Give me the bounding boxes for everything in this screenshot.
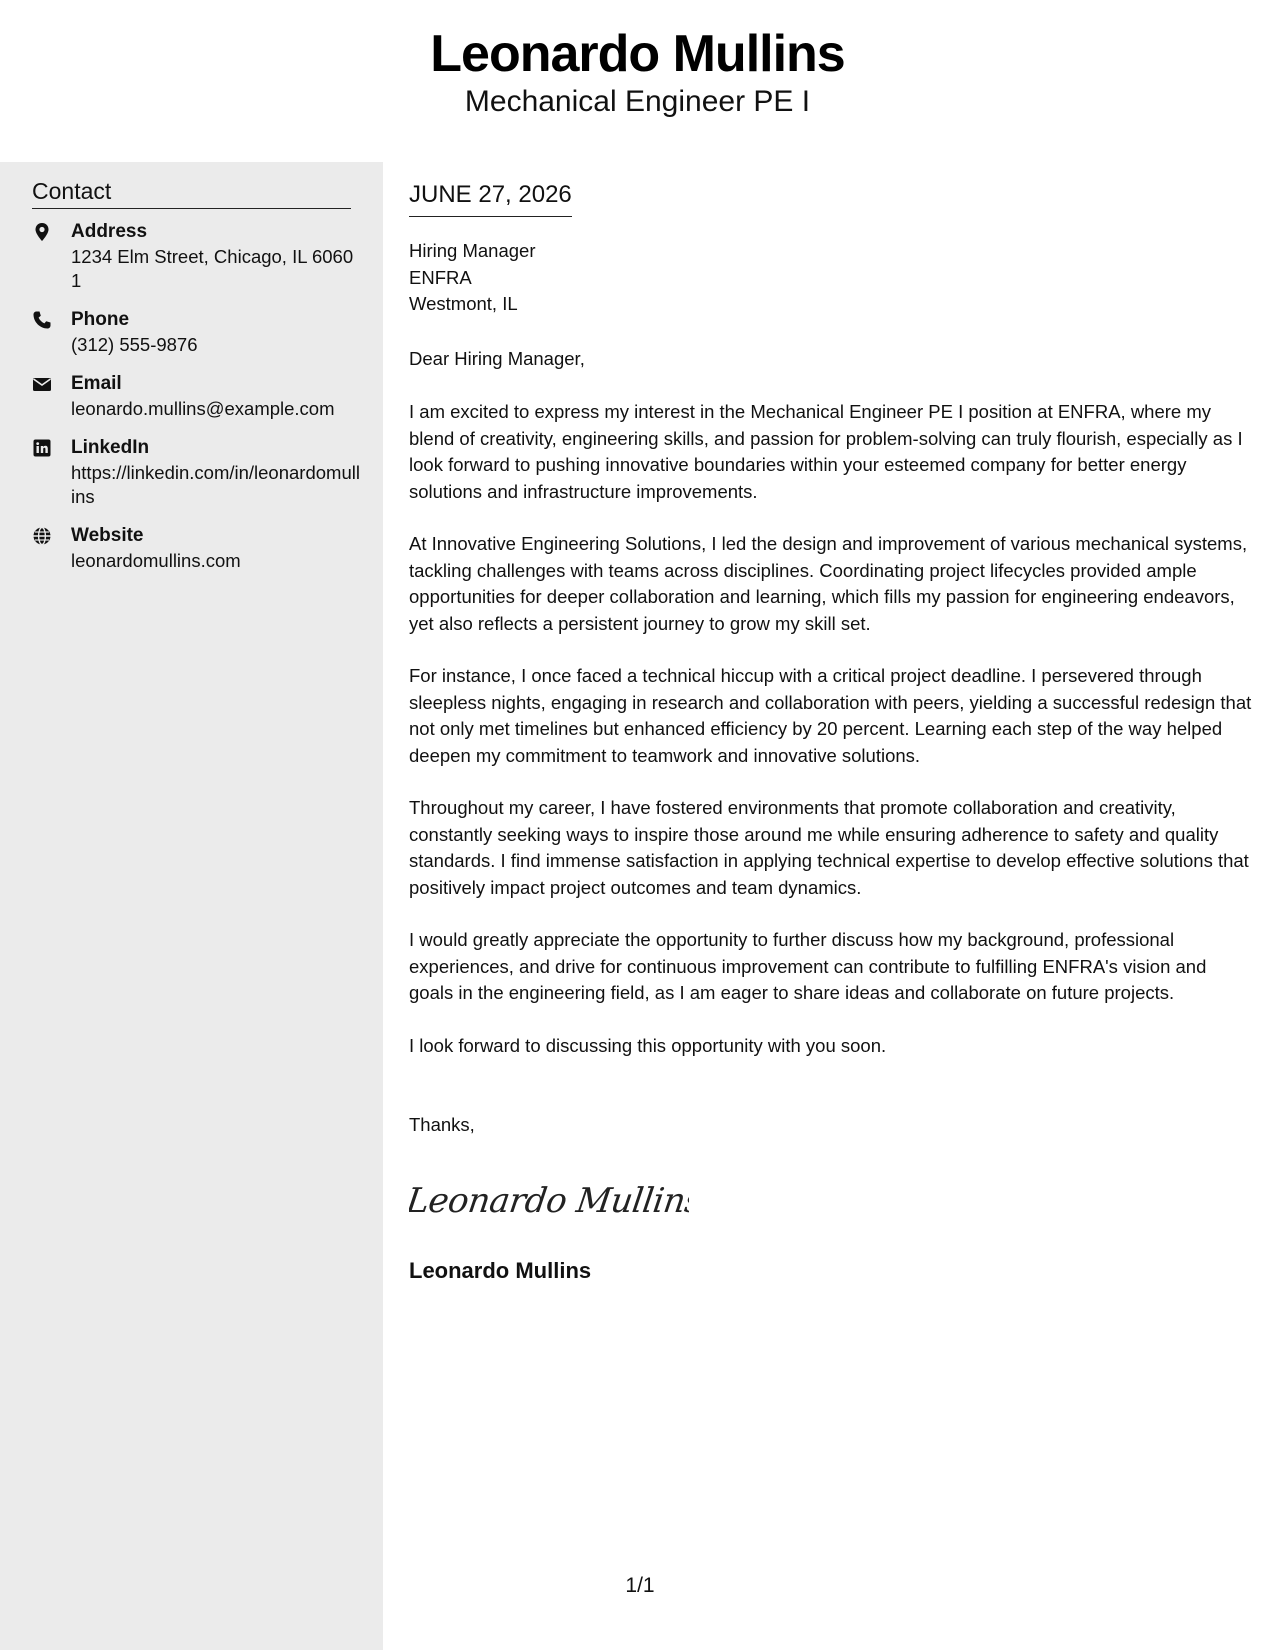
globe-icon [32, 526, 52, 546]
page-header [0, 0, 1275, 162]
letter-paragraph: Throughout my career, I have fostered environments that promote collaboration and creativity, constantly seeking ways to inspire those around me while ensuring adherence to safety and quality standards. I find immense satisfaction in applying technical expertise to develop effective solutions that positively impact project outcomes and team dynamics. [409, 797, 1249, 898]
page-number: 1/1 [625, 1574, 655, 1597]
phone-icon [32, 310, 52, 330]
recipient-line: Hiring Manager [409, 240, 536, 261]
handwritten-signature [409, 1170, 689, 1226]
recipient-line: ENFRA [409, 266, 472, 288]
letter-paragraph: I am excited to express my interest in the Mechanical Engineer PE I position at ENFRA, where my blend of creativity, engineering skills, and passion for problem-solving can truly flourish, especially as I look forward to pushing innovative boundaries within your esteemed company for better energy solutions and infrastructure improvements. [409, 401, 1243, 502]
recipient-line: Westmont, IL [409, 293, 518, 314]
applicant-title: Mechanical Engineer PE I [464, 85, 811, 118]
signature-script: Leonardo Mullins [409, 1181, 689, 1221]
contact-value: leonardo.mullins@example.com [71, 398, 335, 419]
contact-value: 1234 Elm Street, Chicago, IL 60601 [71, 246, 354, 291]
contact-label: LinkedIn [71, 437, 150, 458]
contact-label: Phone [71, 309, 130, 330]
letter-paragraph: At Innovative Engineering Solutions, I led the design and improvement of various mechanical systems, tackling challenges with teams across disciplines. Coordinating project lifecycles provided ample opportunities for deeper collaboration and learning, which fills my passion for engineering endeavors, yet also reflects a persistent journey to grow my skill set. [409, 533, 1248, 634]
closing: Thanks, [409, 1114, 475, 1135]
contact-value: (312) 555-9876 [71, 334, 198, 355]
recipient-block [409, 238, 535, 318]
contact-sidebar [0, 162, 383, 1650]
envelope-icon [32, 374, 52, 394]
signature-name: Leonardo Mullins [409, 1258, 592, 1283]
letter-paragraph: For instance, I once faced a technical hiccup with a critical project deadline. I persevered through sleepless nights, engaging in research and collaboration with peers, yielding a successful redesign that not only met timelines but enhanced efficiency by 20 percent. Learning each step of the way helped deepen my commitment to teamwork and innovative solutions. [409, 665, 1252, 766]
contact-heading: Contact [32, 176, 351, 209]
contact-value: https://linkedin.com/in/leonardomullins [71, 462, 360, 507]
applicant-name: Leonardo Mullins [430, 25, 845, 83]
contact-label: Address [71, 221, 148, 242]
contact-label: Email [71, 373, 122, 394]
linkedin-icon [32, 438, 52, 458]
map-pin-icon [32, 222, 52, 242]
letter-paragraph: I would greatly appreciate the opportunity to further discuss how my background, professional experiences, and drive for continuous improvement can contribute to fulfilling ENFRA's vision and goals in the engineering field, as I am eager to share ideas and collaborate on future projects. [409, 929, 1207, 1003]
contact-value: leonardomullins.com [71, 550, 241, 571]
letter-date: JUNE 27, 2026 [409, 180, 572, 217]
letter-paragraph: I look forward to discussing this opportunity with you soon. [409, 1035, 887, 1056]
greeting: Dear Hiring Manager, [409, 348, 585, 369]
contact-label: Website [71, 525, 144, 546]
